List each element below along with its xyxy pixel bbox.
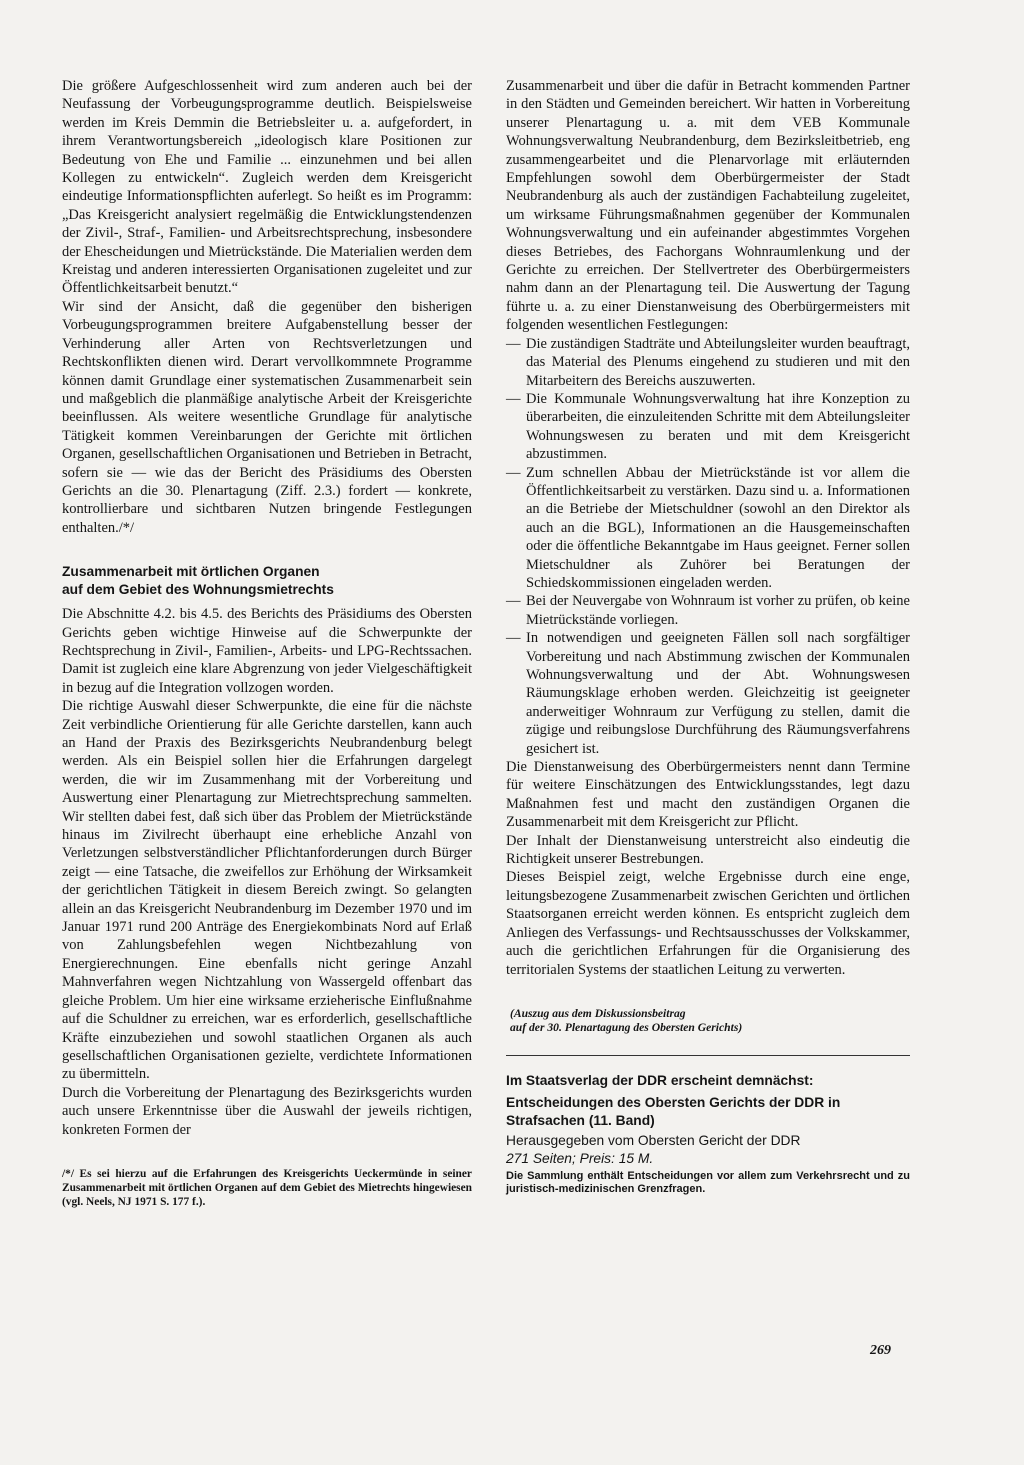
notice-book-title: Entscheidungen des Obersten Gerichts der DDR in Strafsachen (11. Band) [506, 1094, 841, 1128]
section-heading-line: Zusammenarbeit mit örtlichen Organen [62, 564, 320, 580]
notice-publisher: Herausgegeben vom Obersten Gericht der DDR [506, 1132, 801, 1148]
notice-description: Die Sammlung enthält Entscheidungen vor allem zum Verkehrsrecht und zu juristisch-medizinischen Grenzfragen. [506, 1169, 910, 1195]
list-item: — Die zuständigen Stadträte und Abteilungsleiter wurden beauftragt, das Material des Plenums eingehend zu studieren und mit den Mitarbeitern des Bereichs auszuwerten. [506, 335, 910, 390]
right-column [506, 77, 910, 1196]
list-item: — Die Kommunale Wohnungsverwaltung hat ihre Konzeption zu überarbeiten, die einzuleitenden Schritte mit dem Abteilungsleiter Wohnungswesen zu beraten und mit dem Kreisgericht abzustimmen. [506, 390, 910, 464]
paragraph: Zusammenarbeit und über die dafür in Betracht kommenden Partner in den Städten und Gemeinden bereichert. Wir hatten in Vorbereitung unserer Plenartagung u. a. mit dem VEB Kommunale Wohnungsverwaltung Neubrandenburg, dem Bezirksleitbetrieb, eng zusammengearbeitet und die Plenarvorlage mit erläuternden Empfehlungen sowohl dem Oberbürgermeister der Stadt Neubrandenburg als auch der zuständigen Fachabteilung zugeleitet, um wirksame Führungsmaßnahmen gegenüber der Kommunalen Wohnungsverwaltung und ein aufeinander abgestimmtes Vorgehen dieses Betriebes, des Fachorgans Wohnraumlenkung und der Gerichte zu erreichen. Der Stellvertreter des Oberbürgermeisters nahm dann an der Plenartagung teil. Die Auswertung der Tagung führte u. a. zu einer Dienstanweisung des Oberbürgermeisters mit folgenden wesentlichen Festlegungen: [506, 78, 910, 334]
source-note [506, 1007, 910, 1035]
page-number: 269 [870, 1343, 891, 1358]
section-heading-line: auf dem Gebiet des Wohnungsmietrechts [62, 582, 334, 598]
paragraph: Wir sind der Ansicht, daß die gegenüber den bisherigen Vorbeugungsprogrammen breitere Aufgabenstellung besser der Verhinderung aller Arten von Rechtsverletzungen und Rechtskonflikten dienen wird. Derart vervollkommnete Programme können damit Grundlage einer systematischen Zusammenarbeit sein und maßgeblich die planmäßige analytische Arbeit der Kreisgerichte beeinflussen. Als weitere wesentliche Grundlage für analytische Tätigkeit kommen Vereinbarungen der Gerichte mit örtlichen Organen, gesellschaftlichen Organisationen und Betrieben in Betracht, sofern sie — wie das der Bericht des Präsidiums des Obersten Gerichts an die 30. Plenartagung (Ziff. 2.3.) fordert — konkrete, kontrollierbare und sichtbaren Nutzen bringende Festlegungen enthalten./*/ [62, 298, 472, 536]
list-item: — In notwendigen und geeigneten Fällen soll nach sorgfältiger Vorbereitung und nach Abstimmung zwischen der Kommunalen Wohnungsverwaltung und der Abt. Wohnungswesen Räumungsklage erhoben werden. Gleichzeitig ist geeigneter anderweitiger Wohnraum zur Verfügung zu stellen, damit die zügige und reibungslose Durchführung des Räumungsverfahrens gesichert ist. [506, 629, 910, 758]
paragraph: Die richtige Auswahl dieser Schwerpunkte, die eine für die nächste Zeit verbindliche Orientierung für alle Gerichte darstellen, kann auch an Hand der Praxis des Bezirksgerichts Neubrandenburg belegt werden. Als ein Beispiel sollen hier die Erfahrungen dargelegt werden, die wir im Zusammenhang mit der Vorbereitung und Auswertung einer Plenartagung zur Mietrechtsprechung sammelten. Wir stellten dabei fest, daß sich über das Problem der Mietrückstände hinaus im Zivilrecht überhaupt eine erhebliche Anzahl von Verletzungen selbstverständlicher Pflichtanforderungen durch Bürger zeigt — eine Tatsache, die zweifellos zur Erhöhung der Wirksamkeit der gerichtlichen Tätigkeit in diesem Bereich zwingt. So gelangten allein an das Kreisgericht Neubrandenburg im Dezember 1970 und im Januar 1971 rund 200 Anträge des Energiekombinats Nord auf Erlaß von Zahlungsbefehlen wegen Nichtbezahlung von Energierechnungen. Eine ebenfalls nicht geringe Anzahl Mahnverfahren wegen Nichtzahlung von Wassergeld offenbart das gleiche Problem. Um hier eine wirksame erzieherische Einflußnahme auf die Schuldner zu erreichen, war es erforderlich, gesellschaftliche Kräfte einzubeziehen und sowohl staatlichen Organen als auch gesellschaftlichen Organisationen gezielte, verdichtete Informationen zu übermitteln. [62, 698, 472, 1083]
notice-pages-price: 271 Seiten; Preis: 15 M. [506, 1150, 654, 1166]
notice-announcement: Im Staatsverlag der DDR erscheint demnächst: [506, 1072, 814, 1088]
list-item: — Bei der Neuvergabe von Wohnraum ist vorher zu prüfen, ob keine Mietrückstände vorliegen. [506, 592, 910, 629]
paragraph: Der Inhalt der Dienstanweisung unterstreicht also eindeutig die Richtigkeit unserer Bestrebungen. [506, 832, 910, 868]
footnote: /*/ Es sei hierzu auf die Erfahrungen des Kreisgerichts Ueckermünde in seiner Zusammenarbeit mit örtlichen Organen auf dem Gebiet des Mietrechts hingewiesen (vgl. Neels, NJ 1971 S. 177 f.). [62, 1167, 472, 1208]
paragraph: Die Abschnitte 4.2. bis 4.5. des Berichts des Präsidiums des Obersten Gerichts geben wichtige Hinweise auf die Schwerpunkte der Rechtsprechung in Zivil-, Familien-, Arbeits- und LPG-Rechtssachen. Damit ist zugleich eine klare Abgrenzung von jeder Vielgeschäftigkeit in bezug auf die Integration vollzogen worden. [62, 606, 472, 696]
section-heading [62, 563, 472, 599]
left-column [62, 77, 472, 1209]
directive-list [506, 335, 910, 758]
publisher-notice [506, 1072, 910, 1196]
divider [506, 1055, 910, 1056]
paragraph: Durch die Vorbereitung der Plenartagung des Bezirksgerichts wurden auch unsere Erkenntnisse über die Auswahl der jeweils richtigen, konkreten Formen der [62, 1084, 472, 1138]
paragraph: Die größere Aufgeschlossenheit wird zum anderen auch bei der Neufassung der Vorbeugungsprogramme deutlich. Beispielsweise werden im Kreis Demmin die Betriebsleiter u. a. aufgefordert, in ihrem Verantwortungsbereich „ideologisch klare Positionen zur Bedeutung von Ehe und Familie ... einzunehmen und bei allen Kollegen zu entwickeln“. Zugleich werden dem Kreisgericht eindeutige Informationspflichten auferlegt. So heißt es im Programm: „Das Kreisgericht analysiert regelmäßig die Entwicklungstendenzen der Zivil-, Straf-, Familien- und Arbeitsrechtsprechung, insbesondere der Ehescheidungen und Mietrückstände. Die Materialien werden dem Kreistag und anderen interessierten Organisationen zugeleitet und zur Öffentlichkeitsarbeit benutzt.“ [62, 78, 472, 297]
paragraph: Dieses Beispiel zeigt, welche Ergebnisse durch eine enge, leitungsbezogene Zusammenarbeit zwischen Gerichten und örtlichen Staatsorganen erreicht werden können. Es entspricht zugleich dem Anliegen des Verfassungs- und Rechtsausschusses der Volkskammer, auch die gerichtlichen Erfahrungen für die Organisierung des territorialen Systems der staatlichen Leitung zu verwerten. [506, 869, 910, 978]
paragraph: Die Dienstanweisung des Oberbürgermeisters nennt dann Termine für weitere Einschätzungen des Entwicklungsstandes, legt dazu Maßnahmen fest und macht den zuständigen Organen die Zusammenarbeit mit dem Kreisgericht zur Pflicht. [506, 759, 910, 831]
source-line: (Auszug aus dem Diskussionsbeitrag [510, 1006, 686, 1020]
source-line: auf der 30. Plenartagung des Obersten Gerichts) [510, 1020, 743, 1034]
list-item: — Zum schnellen Abbau der Mietrückstände ist vor allem die Öffentlichkeitsarbeit zu verstärken. Dazu sind u. a. Informationen an die Betriebe der Mietschuldner (sowohl an den Direktor als auch an die BGL), Informationen an die Hausgemeinschaften oder die öffentliche Bekanntgabe im Haus geeignet. Ferner sollen Mietschuldner als Zuhörer bei Beratungen der Schiedskommissionen eingeladen werden. [506, 464, 910, 593]
